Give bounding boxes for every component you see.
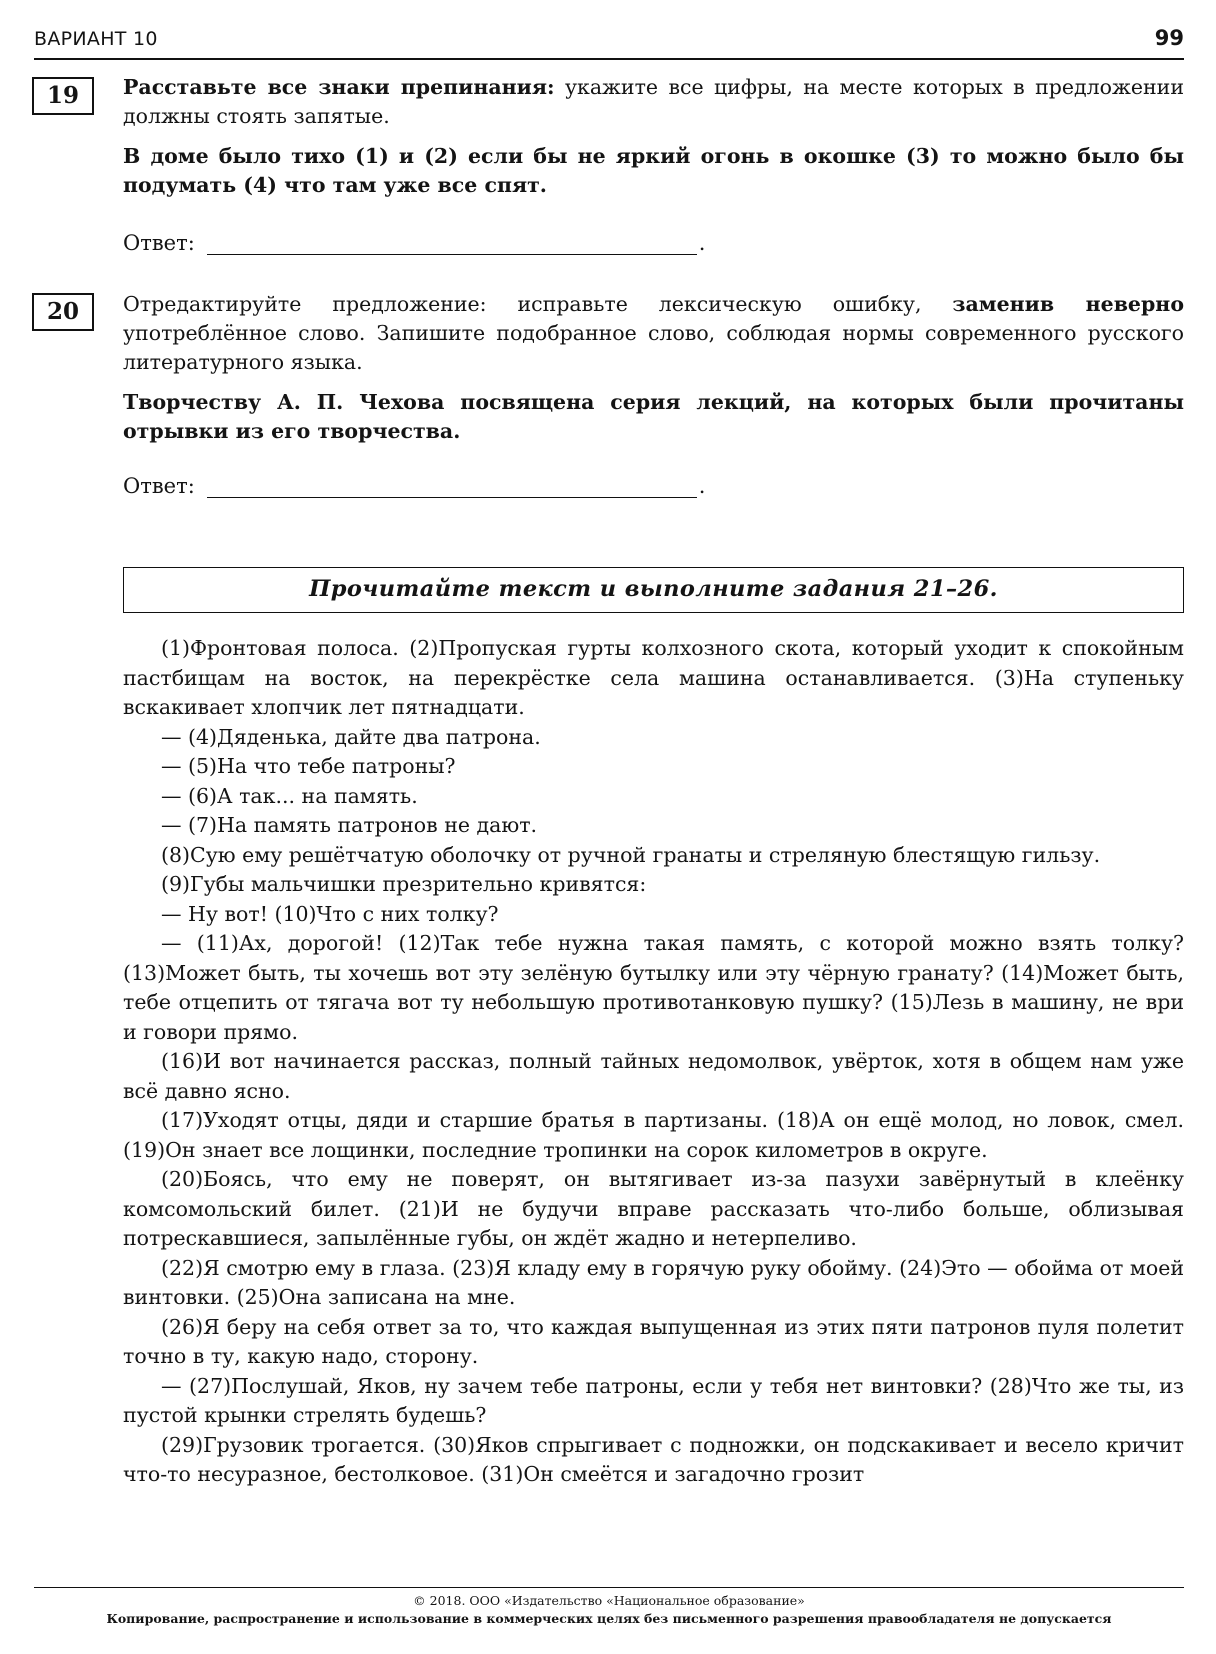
text-paragraph: (26)Я беру на себя ответ за то, что каждая выпущенная из этих пяти патронов пуля полетит точно в ту, какую надо, сторону. (123, 1314, 1184, 1368)
text-paragraph: (9)Губы мальчишки презрительно кривятся: (161, 872, 647, 896)
text-paragraph: — (4)Дяденька, дайте два патрона. (161, 724, 541, 749)
task-20-sentence: Творчеству А. П. Чехова посвящена серия лекций, на которых были прочитаны отрывки из его творчества. (123, 390, 1184, 443)
task-20-instruction-rest: употреблённое слово. Запишите подобранное слово, соблюдая нормы современного русского литературного языка. (123, 321, 1184, 374)
text-paragraph: — (27)Послушай, Яков, ну зачем тебе патроны, если у тебя нет винтовки? (28)Что же ты, из пустой крынки стрелять будешь? (123, 1373, 1184, 1427)
text-paragraph: — (11)Ах, дорогой! (12)Так тебе нужна такая память, с которой можно взять толку? (13)Может быть, ты хочешь вот эту зелёную бутылку или эту чёрную гранату? (14)Может быть, тебе отцепить от тягача вот ту небольшую противотанковую пушку? (15)Лезь в машину, не ври и говори прямо. (123, 931, 1184, 1044)
task-20-answer (123, 468, 705, 498)
task-19-answer-label: Ответ: (123, 231, 195, 255)
task-20-answer-end: . (698, 474, 706, 498)
text-paragraph: (22)Я смотрю ему в глаза. (23)Я кладу ему в горячую руку обойму. (24)Это — обойма от моей винтовки. (25)Она записана на мне. (123, 1255, 1184, 1309)
page-number: 99 (1154, 26, 1184, 50)
task-20-instruction (123, 290, 1184, 377)
task-19-answer (123, 225, 705, 255)
text-paragraph: — Ну вот! (10)Что с них толку? (161, 901, 499, 926)
text-paragraph: (20)Боясь, что ему не поверят, он вытягивает из-за пазухи завёрнутый в клеёнку комсомольский билет. (21)И не будучи вправе рассказать что-либо больше, облизывая потрескавшиеся, запылённые губы, он ждёт жадно и нетерпеливо. (123, 1167, 1184, 1250)
task-19-block (123, 73, 1184, 200)
page-header (34, 22, 1184, 60)
text-paragraph: — (5)На что тебе патроны? (161, 754, 456, 778)
reading-text (123, 634, 1184, 1490)
task-20-instruction-bold: заменив неверно (952, 292, 1184, 316)
task-19-number-box: 19 (32, 77, 94, 115)
footer-copyright: © 2018. ООО «Издательство «Национальное образование» (413, 1593, 805, 1608)
text-paragraph: — (6)А так... на память. (161, 783, 418, 808)
task-19-instruction-bold: Расставьте все знаки препинания: (123, 75, 555, 99)
task-20-answer-label: Ответ: (123, 474, 195, 498)
task-19-answer-line[interactable] (207, 232, 697, 255)
variant-label: ВАРИАНТ 10 (34, 28, 158, 50)
text-paragraph: (16)И вот начинается рассказ, полный тайных недомолвок, увёрток, хотя в общем нам уже всё давно ясно. (123, 1049, 1184, 1103)
text-paragraph: (8)Сую ему решётчатую оболочку от ручной гранаты и стреляную блестящую гильзу. (161, 842, 1101, 867)
text-paragraph: (29)Грузовик трогается. (30)Яков спрыгивает с подножки, он подскакивает и весело кричит что-то несуразное, бестолковое. (31)Он смеётся и загадочно грозит (123, 1432, 1184, 1486)
footer-legal: Копирование, распространение и использование в коммерческих целях без письменного разрешения правообладателя не допускается (106, 1611, 1112, 1626)
text-paragraph: (1)Фронтовая полоса. (2)Пропуская гурты колхозного скота, который уходит к спокойным пастбищам на восток, на перекрёстке села машина останавливается. (3)На ступеньку вскакивает хлопчик лет пятнадцати. (123, 636, 1184, 719)
footer-divider (34, 1587, 1184, 1588)
task-20-answer-line[interactable] (207, 475, 697, 498)
task-19-instruction (123, 73, 1184, 131)
task-19-answer-end: . (698, 231, 706, 255)
text-paragraph: (17)Уходят отцы, дяди и старшие братья в партизаны. (18)А он ещё молод, но ловок, смел. (19)Он знает все лощинки, последние тропинки на сорок километров в округе. (123, 1108, 1184, 1162)
task-20-block (123, 290, 1184, 446)
task-19-sentence: В доме было тихо (1) и (2) если бы не яркий огонь в окошке (3) то можно было бы подумать (4) что там уже все спят. (123, 144, 1184, 197)
task-19-instruction-rest: укажите все цифры, на месте которых в предложении должны стоять запятые. (123, 75, 1185, 128)
text-paragraph: — (7)На память патронов не дают. (161, 813, 538, 837)
task-20-instruction-start: Отредактируйте предложение: исправьте лексическую ошибку, (123, 292, 953, 316)
task-20-number-box: 20 (32, 293, 94, 331)
reading-instruction: Прочитайте текст и выполните задания 21–26. (123, 567, 1184, 613)
